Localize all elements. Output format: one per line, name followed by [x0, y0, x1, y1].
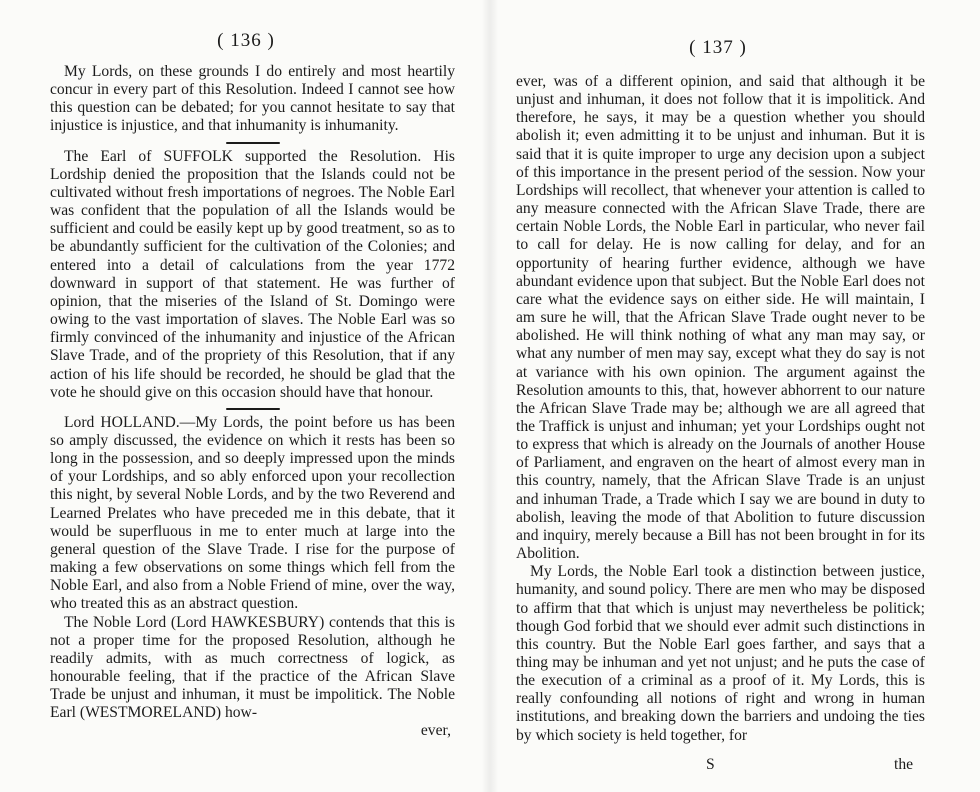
page-number-right: ( 137 ) — [689, 37, 747, 58]
right-page — [490, 0, 980, 792]
right-page-text — [516, 73, 925, 745]
paragraph: My Lords, the Noble Earl took a distinction between justice, humanity, and sound policy. There are men who may be disposed to affirm that that which is unjust may nevertheless be politick; though God forbid that we should ever admit such distinctions in this country. But the Noble Earl goes farther, and says that a thing may be inhuman and yet not unjust; and he puts the case of the execution of a criminal as a proof of it. My Lords, this is really confounding all notions of right and wrong in human institutions, and breaking down the barriers and undoing the ties by which society is held together, for — [516, 563, 925, 744]
catchword: ever, — [420, 722, 451, 740]
paragraph: The Earl of SUFFOLK supported the Resolution. His Lordship denied the proposition that the Islands could not be cultivated without fresh importations of negroes. The Noble Earl was confident that the population of all the Islands would be sufficient and could be easily kept up by good treatment, so as to be abundantly sufficient for the cultivation of the Colonies; and entered into a detail of calculations from the year 1772 downward in support of that statement. He was further of opinion, that the miseries of the Island of St. Domingo were owing to the vast importation of slaves. The Noble Earl was so firmly convinced of the inhumanity and injustice of the African Slave Trade, and of the propriety of this Resolution, that if any action of his life should be recorded, he should be glad that the vote he should give on this occasion should have that honour. — [50, 147, 455, 401]
paragraph: The Noble Lord (Lord HAWKESBURY) contends that this is not a proper time for the proposed Resolution, although he readily admits, with as much correctness of logick, as honourable feeling, that if the practice of the African Slave Trade be unjust and inhuman, it must be impolitick. The Noble Earl (WESTMORELAND) how- — [50, 613, 455, 722]
section-separator — [226, 142, 280, 144]
paragraph: ever, was of a different opinion, and said that although it be unjust and inhuman, it does not follow that it is impolitick. And therefore, he says, it may be a question whether you should abolish it; even admitting it to be unjust and inhuman. But it is said that it is quite improper to urge any decision upon a subject of this importance in the present period of the session. Now your Lordships will recollect, that whenever your attention is called to any measure connected with the African Slave Trade, there are certain Noble Lords, the Noble Earl in particular, who never fail to call for delay. He is now calling for delay, and for an opportunity of hearing further evidence, although we have abundant evidence upon that subject. But the Noble Earl does not care what the evidence says on either side. He will maintain, I am sure he will, that the African Slave Trade ought never to be abolished. He will think nothing of what any man may say, or what any number of men may say, except what they do say is not at variance with his own opinion. The argument against the Resolution amounts to this, that, however abhorrent to our nature the African Slave Trade may be; although we are all agreed that the Traffick is unjust and inhuman; yet your Lordships ought not to express that which is already on the Journals of another House of Parliament, and engraven on the heart of almost every man in this country, namely, that the African Slave Trade is an unjust and inhuman Trade, a Trade which I say we are bound in duty to abolish, leaving the mode of that Abolition to future discussion and inquiry, merely because a Bill has not been brought in for its Abolition. — [516, 73, 925, 563]
paragraph: Lord HOLLAND.—My Lords, the point before us has been so amply discussed, the evidence on which it rests has been so long in the possession, and so deeply impressed upon the minds of your Lordships, and so ably enforced upon your recollection this night, by several Noble Lords, and by the two Reverend and Learned Prelates who have preceded me in this debate, that it would be superfluous in me to enter much at large into the general question of the Slave Trade. I rise for the purpose of making a few observations on some things which fell from the Noble Earl, and also from a Noble Friend of mine, over the way, who treated this as an abstract question. — [50, 413, 455, 613]
page-number-left: ( 136 ) — [217, 30, 275, 51]
left-page-text — [50, 63, 455, 741]
catchword: the — [894, 756, 914, 773]
section-separator — [226, 408, 280, 410]
paragraph: My Lords, on these grounds I do entirely and most heartily concur in every part of this Resolution. Indeed I cannot see how this question can be debated; for you cannot hesitate to say that injustice is injustice, and that inhumanity is inhumanity. — [50, 63, 455, 135]
signature-mark: S — [706, 756, 715, 773]
